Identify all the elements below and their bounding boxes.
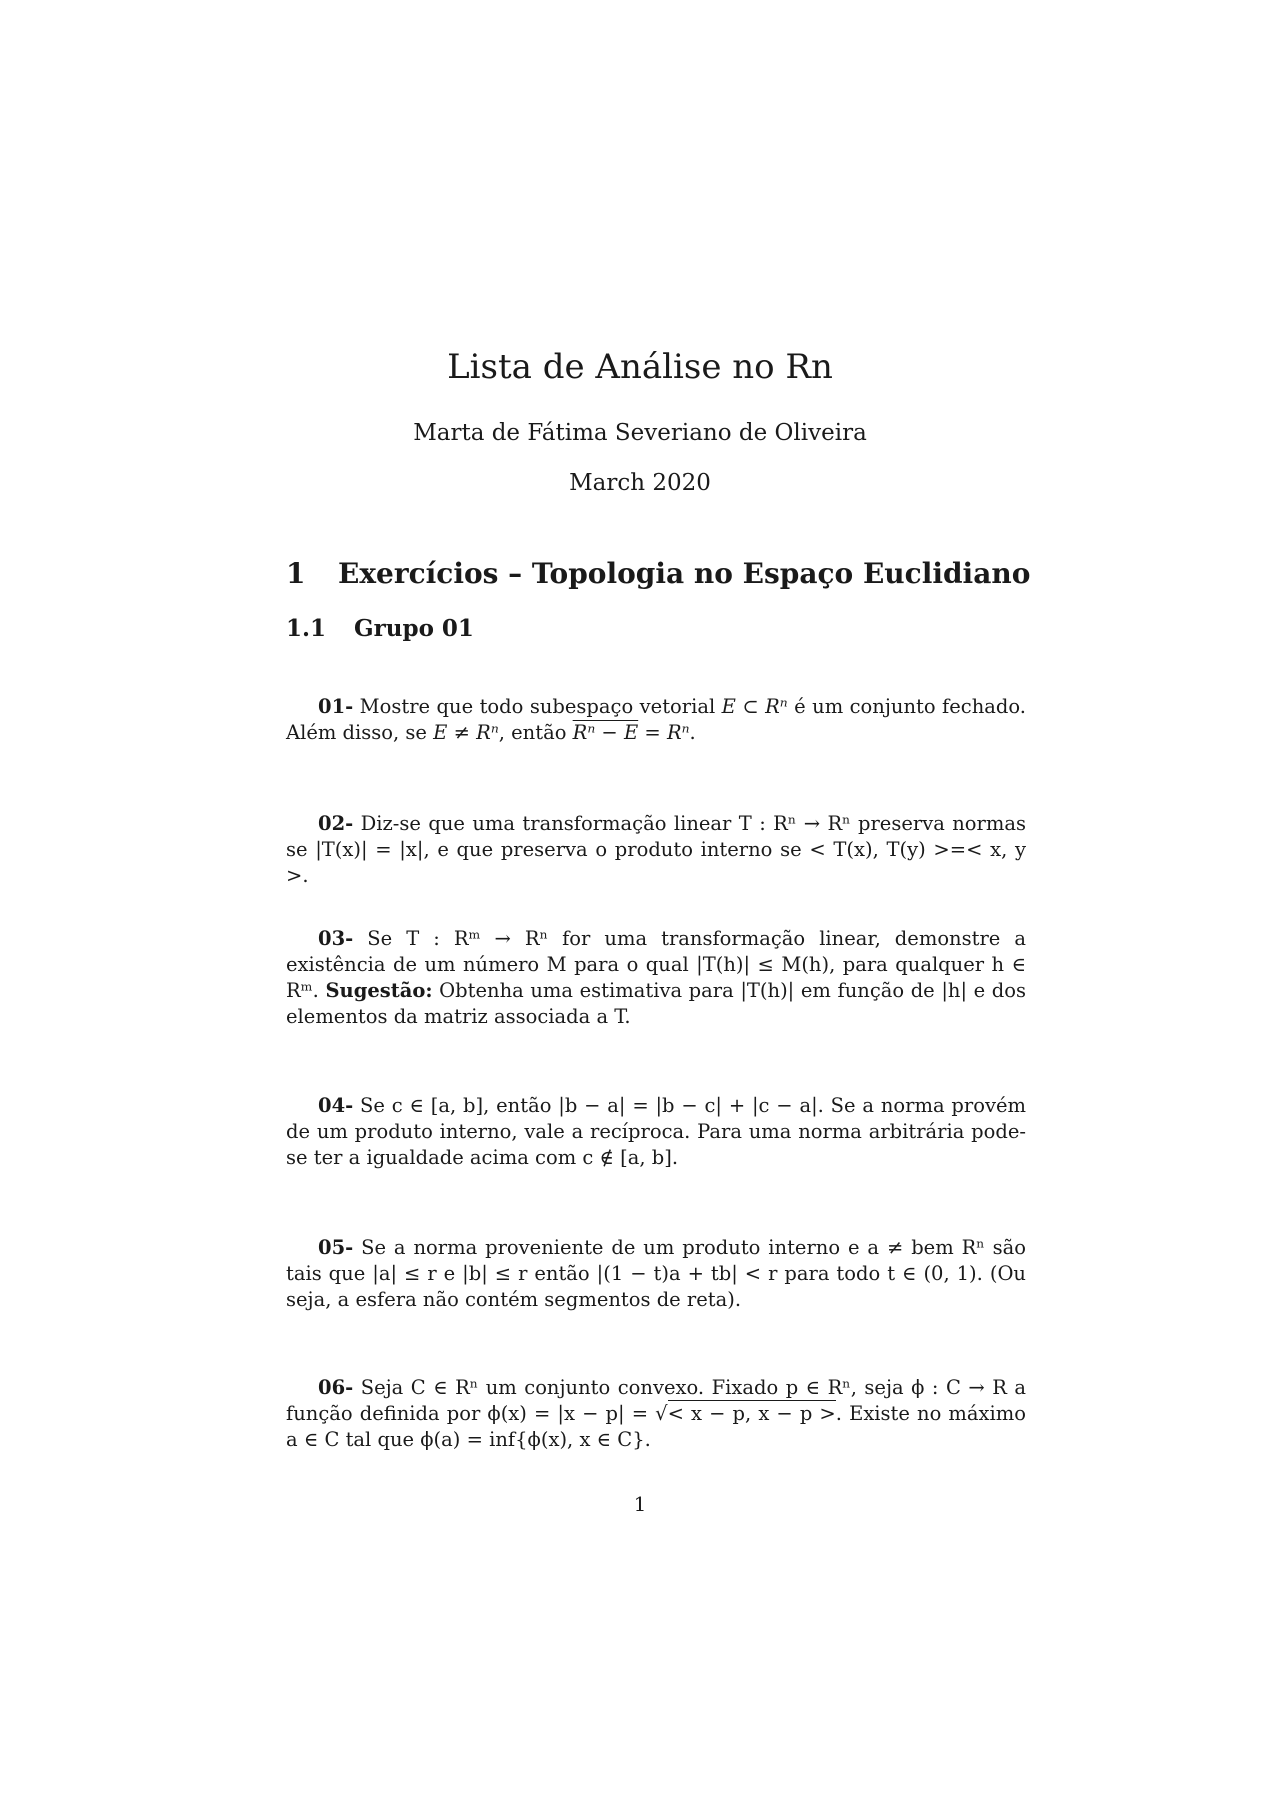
exercise-06 [286,1375,1026,1453]
closure-expression: Rⁿ − E [572,721,639,744]
hint-label: Sugestão: [325,979,433,1002]
document-title: Lista de Análise no Rn [447,347,833,387]
exercise-math: = Rⁿ [638,721,690,744]
exercise-03 [286,926,1026,1030]
exercise-text: é um conjunto fechado. Além disso, se [286,695,1026,744]
section-heading [286,557,1031,590]
exercise-text: Se a norma proveniente de um produto interno e a ≠ bem Rⁿ são tais que |a| ≤ r e |b| ≤ r então |(1 − t)a + tb| < r para todo t ∈ (0, 1). (Ou seja, a esfera não contém segmentos de reta). [286,1236,1026,1311]
subsection-number: 1.1 [286,615,327,642]
exercise-05 [286,1235,1026,1313]
exercise-text: Mostre que todo subespaço vetorial [353,695,722,718]
exercise-01 [286,694,1026,746]
section-title: Exercícios – Topologia no Espaço Euclidiano [338,557,1031,590]
exercise-number: 04- [318,1094,354,1117]
exercise-text: Diz-se que uma transformação linear T : Rⁿ → Rⁿ preserva normas se |T(x)| = |x|, e que preserva o produto interno se < T(x), T(y) >=< x, y >. [286,812,1026,887]
document-author: Marta de Fátima Severiano de Oliveira [413,420,867,446]
subsection-heading [286,615,474,642]
exercise-number: 01- [318,695,354,718]
exercise-math: E ≠ Rⁿ [433,721,499,744]
exercise-number: 03- [318,927,354,950]
exercise-text: Se T : Rᵐ → Rⁿ for uma transformação linear, demonstre a existência de um número M para o qual |T(h)| ≤ M(h), para qualquer h ∈ Rᵐ. [286,927,1026,1002]
exercise-02 [286,811,1026,889]
exercise-text: . [689,721,696,744]
exercise-number: 06- [318,1376,354,1399]
section-number: 1 [286,557,306,590]
page-number: 1 [633,1492,647,1516]
sqrt-content: < x − p, x − p > [667,1402,836,1425]
exercise-math: E ⊂ Rⁿ [721,695,788,718]
exercise-number: 05- [318,1236,354,1259]
exercise-text: . Existe no máximo a ∈ C tal que ϕ(a) = inf{ϕ(x), x ∈ C}. [286,1402,1027,1451]
exercise-text: Obtenha uma estimativa para |T(h)| em função de |h| e dos elementos da matriz associada a T. [286,979,1026,1028]
exercise-text: Seja C ∈ Rⁿ um conjunto convexo. Fixado p ∈ Rⁿ, seja ϕ : C → R a função definida por ϕ(x) = |x − p| = √ [286,1376,1026,1425]
document-date: March 2020 [569,470,711,496]
exercise-text: Se c ∈ [a, b], então |b − a| = |b − c| + |c − a|. Se a norma provém de um produto interno, vale a recíproca. Para uma norma arbitrária pode-se ter a igualdade acima com c ∉ [a, b]. [286,1094,1026,1169]
exercise-number: 02- [318,812,354,835]
exercise-text: , então [498,721,573,744]
subsection-title: Grupo 01 [354,615,474,642]
exercise-04 [286,1093,1026,1171]
